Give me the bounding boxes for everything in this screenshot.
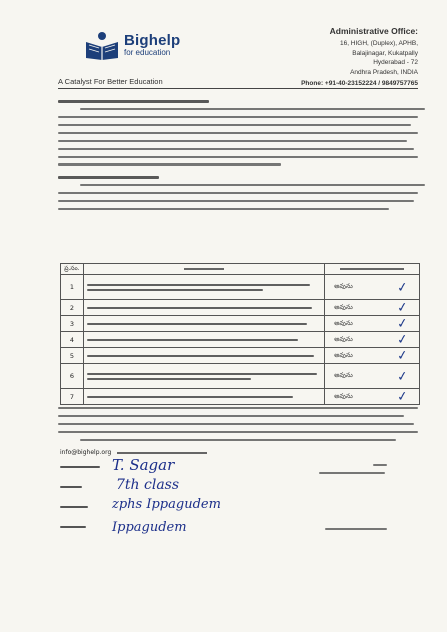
- row-number: 1: [61, 275, 84, 300]
- checkmark-icon: ✓: [396, 347, 410, 365]
- office-line: Balajinagar, Kukatpally: [352, 49, 418, 57]
- row-number: 6: [61, 364, 84, 389]
- answer-cell: [325, 275, 420, 300]
- answer-text: అవును: [334, 391, 353, 400]
- table-row: [61, 348, 420, 364]
- checkmark-icon: ✓: [396, 315, 410, 333]
- checkmark-icon: ✓: [396, 331, 410, 349]
- notes-paragraph: [58, 407, 418, 446]
- office-title: Administrative Office:: [329, 26, 418, 36]
- answer-cell: [325, 300, 420, 316]
- village-handwritten: Ippagudem: [112, 520, 187, 535]
- answer-text: అవును: [334, 371, 353, 379]
- second-paragraph: [58, 176, 418, 216]
- email-line: [60, 449, 207, 456]
- answer-cell: [325, 332, 420, 348]
- table-row: [61, 275, 420, 300]
- answer-text: అవును: [334, 282, 353, 290]
- office-line: Hyderabad - 72: [373, 59, 418, 67]
- email-address: info@bighelp.org: [60, 449, 112, 456]
- checkmark-icon: ✓: [396, 279, 410, 296]
- answer-text: అవును: [334, 350, 353, 359]
- founder-title: [325, 528, 387, 536]
- checkmark-icon: ✓: [396, 368, 410, 385]
- class-label: [60, 486, 120, 488]
- column-header-answer: [325, 264, 420, 275]
- checkmark-icon: ✓: [396, 299, 410, 317]
- answer-cell: [325, 348, 420, 364]
- office-address: [268, 27, 418, 88]
- brand: [124, 32, 180, 57]
- row-number: 4: [61, 332, 84, 348]
- question-text: [83, 332, 324, 348]
- questions-table: [60, 263, 420, 405]
- row-number: 2: [61, 300, 84, 316]
- question-text: [83, 300, 324, 316]
- header-divider: [58, 88, 418, 89]
- brand-name: Bighelp: [124, 32, 181, 49]
- answer-cell: [325, 364, 420, 389]
- answer-text: అవును: [334, 302, 353, 311]
- question-text: [83, 275, 324, 300]
- brand-subtitle: for education: [124, 48, 171, 57]
- question-text: [83, 348, 324, 364]
- village-label: [60, 526, 120, 528]
- student-name-label: [60, 466, 120, 468]
- school-label: [60, 506, 120, 508]
- office-phone: Phone: +91-40-23152224 / 9849757765: [301, 80, 418, 88]
- row-number: 3: [61, 316, 84, 332]
- book-logo-icon: [84, 30, 120, 60]
- table-row: [61, 300, 420, 316]
- answer-cell: [325, 316, 420, 332]
- signature-block: [319, 464, 387, 480]
- table-row: [61, 332, 420, 348]
- checkmark-icon: ✓: [396, 388, 410, 406]
- office-line: 16, HIGH, (Duplex), APHB,: [339, 40, 418, 48]
- row-number: 5: [61, 348, 84, 364]
- table-header-row: [61, 264, 420, 275]
- office-line: Andhra Pradesh, INDIA: [350, 68, 418, 76]
- answer-cell: [325, 389, 420, 405]
- intro-paragraph: [58, 100, 418, 171]
- tagline: A Catalyst For Better Education: [58, 77, 163, 86]
- table-row: [61, 364, 420, 389]
- column-header-number: ప్ర.సం.: [61, 264, 84, 275]
- question-text: [83, 364, 324, 389]
- school-handwritten: zphs Ippagudem: [112, 497, 221, 512]
- class-handwritten: 7th class: [116, 477, 180, 493]
- answer-text: అవును: [334, 318, 353, 327]
- student-name-handwritten: T. Sagar: [112, 456, 175, 474]
- table-row: [61, 389, 420, 405]
- answer-text: అవును: [334, 334, 353, 343]
- question-text: [83, 389, 324, 405]
- column-header-question: [83, 264, 324, 275]
- question-text: [83, 316, 324, 332]
- table-row: [61, 316, 420, 332]
- row-number: 7: [61, 389, 84, 405]
